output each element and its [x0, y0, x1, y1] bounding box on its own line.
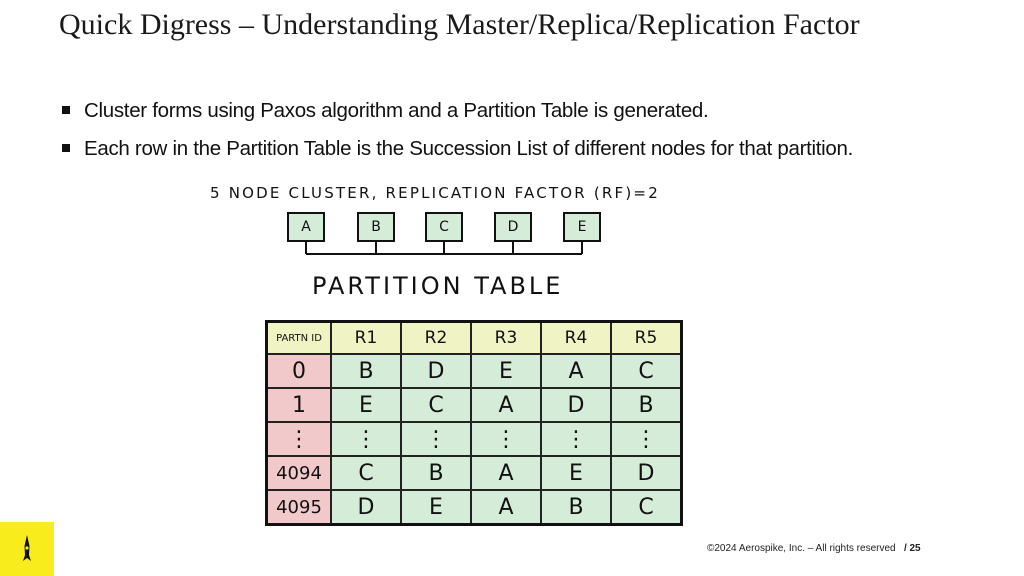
table-row [267, 388, 682, 422]
header-r2: R2 [401, 322, 471, 355]
replica-cell: A [541, 354, 611, 388]
slide-footer [707, 543, 921, 554]
replica-cell: C [611, 490, 682, 525]
replica-cell: ⋮ [401, 422, 471, 456]
node-b: B [357, 212, 395, 242]
replica-cell: C [331, 456, 401, 490]
partition-id-cell: 0 [267, 354, 332, 388]
replica-cell: A [471, 456, 541, 490]
aerospike-logo [0, 522, 54, 576]
rocket-icon [17, 533, 37, 565]
replica-cell: ⋮ [541, 422, 611, 456]
partition-id-cell: ⋮ [267, 422, 332, 456]
replica-cell: ⋮ [331, 422, 401, 456]
table-row [267, 490, 682, 525]
replica-cell: D [331, 490, 401, 525]
replica-cell: ⋮ [611, 422, 682, 456]
replica-cell: E [331, 388, 401, 422]
replica-cell: D [401, 354, 471, 388]
cluster-label: 5 NODE CLUSTER, REPLICATION FACTOR (RF)=2 [210, 184, 660, 202]
node-a: A [287, 212, 325, 242]
node-d: D [494, 212, 532, 242]
header-r4: R4 [541, 322, 611, 355]
node-c: C [425, 212, 463, 242]
partition-id-cell: 4095 [267, 490, 332, 525]
header-r5: R5 [611, 322, 682, 355]
replica-cell: A [471, 490, 541, 525]
partition-id-cell: 4094 [267, 456, 332, 490]
node-e: E [563, 212, 601, 242]
partition-id-cell: 1 [267, 388, 332, 422]
replica-cell: D [611, 456, 682, 490]
slide-title: Quick Digress – Understanding Master/Replica/Replication Factor [59, 8, 860, 41]
header-r3: R3 [471, 322, 541, 355]
header-r1: R1 [331, 322, 401, 355]
replica-cell: E [401, 490, 471, 525]
replica-cell: B [541, 490, 611, 525]
header-partition-id: PARTN ID [267, 322, 332, 355]
table-row [267, 456, 682, 490]
copyright-text: ©2024 Aerospike, Inc. – All rights reserved [707, 543, 896, 554]
page-number: / 25 [903, 543, 921, 554]
replica-cell: D [541, 388, 611, 422]
replica-cell: B [331, 354, 401, 388]
partition-table-title: PARTITION TABLE [312, 272, 564, 300]
bullet-text: Each row in the Partition Table is the Succession List of different nodes for that partition. [84, 137, 854, 160]
replica-cell: B [401, 456, 471, 490]
bullet-text: Cluster forms using Paxos algorithm and a Partition Table is generated. [84, 99, 709, 122]
partition-table [265, 320, 683, 526]
table-row [267, 422, 682, 456]
replica-cell: C [611, 354, 682, 388]
replica-cell: ⋮ [471, 422, 541, 456]
partition-table-header-row [267, 322, 682, 355]
replica-cell: E [471, 354, 541, 388]
table-row [267, 354, 682, 388]
replica-cell: A [471, 388, 541, 422]
replica-cell: B [611, 388, 682, 422]
replica-cell: C [401, 388, 471, 422]
replica-cell: E [541, 456, 611, 490]
